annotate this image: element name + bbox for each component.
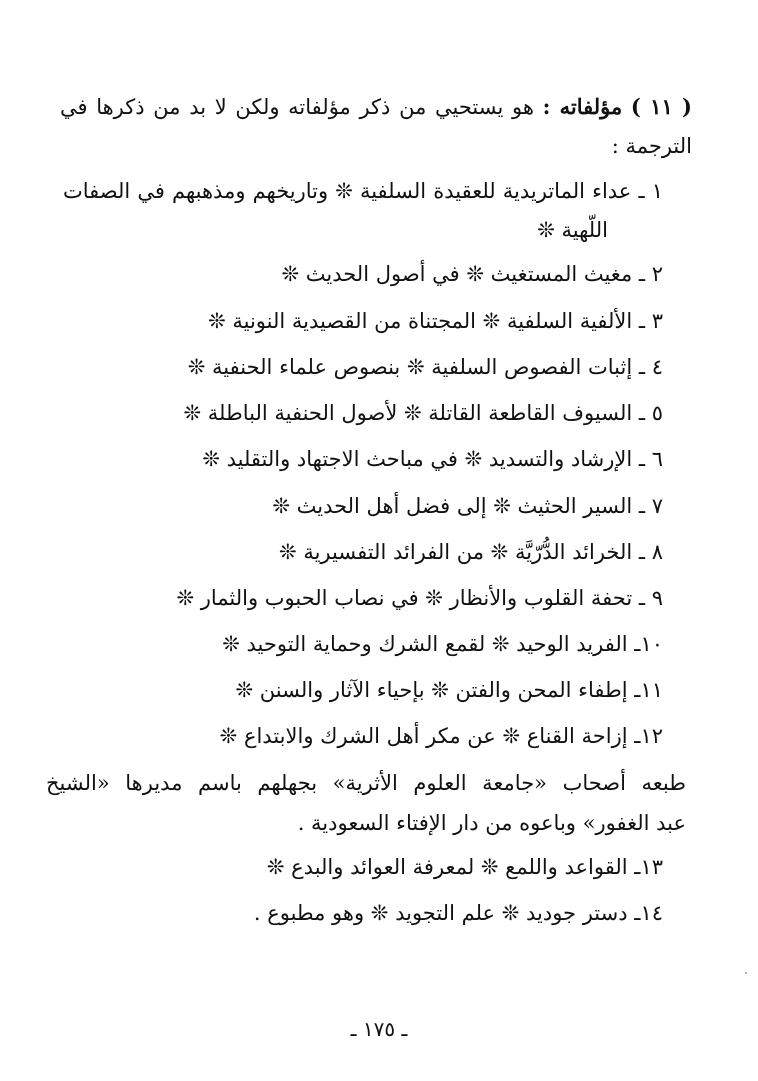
section-number: ( ١١ ) [630,94,692,119]
work-item-9 [63,583,663,613]
work-number: ٢ ـ [638,262,663,286]
work-title: إزاحة القناع ❊ عن مكر أهل الشرك والابتداع ❊ [219,724,628,748]
work-title: الإرشاد والتسديد ❊ في مباحث الاجتهاد والتقليد ❊ [202,447,633,471]
section-intro-continuation: الترجمة : [611,134,692,158]
work-number: ١ ـ [638,179,663,203]
work-title: السير الحثيث ❊ إلى فضل أهل الحديث ❊ [272,494,633,518]
work-title: مغيث المستغيث ❊ في أصول الحديث ❊ [281,262,633,286]
page-number: ـ ١٧٥ ـ [350,1017,408,1041]
work-number: ٣ ـ [638,309,663,333]
work-title: إثبات الفصوص السلفية ❊ بنصوص علماء الحنفية ❊ [187,355,633,379]
work-item-6 [63,444,663,474]
work-item-3 [63,306,663,336]
work-title: القواعد واللمع ❊ لمعرفة العوائد والبدع ❊ [266,855,628,879]
work-title: الفريد الوحيد ❊ لقمع الشرك وحماية التوحيد ❊ [222,632,628,656]
work-number: ١١ـ [634,678,663,702]
work-title: إطفاء المحن والفتن ❊ بإحياء الآثار والسنن ❊ [235,678,628,702]
work-item-4 [63,352,663,382]
work-title: الخرائد الدُّرّيَّة ❊ من الفرائد التفسيرية ❊ [279,540,633,564]
work-title: تحفة القلوب والأنظار ❊ في نصاب الحبوب والثمار ❊ [176,586,633,610]
work-number: ٩ ـ [638,586,663,610]
publication-note-line-1: طبعه أصحاب «جامعة العلوم الأثرية» بجهلهم باسم مديرها «الشيخ [46,771,686,795]
section-intro-text: هو يستحيي من ذكر مؤلفاته ولكن لا بد من ذكرها في [60,95,534,119]
section-label: مؤلفاته : [542,94,623,119]
work-number: ١٠ـ [634,632,663,656]
work-item-1-continuation: اللّهية ❊ [537,218,608,242]
work-number: ٧ ـ [638,494,663,518]
work-number: ٤ ـ [638,355,663,379]
work-item-13 [63,852,663,882]
work-item-14 [63,898,663,928]
work-title: الألفية السلفية ❊ المجتناة من القصيدية النونية ❊ [208,309,633,333]
work-item-1 [63,176,663,206]
work-item-11 [63,675,663,705]
work-title: السيوف القاطعة القاتلة ❊ لأصول الحنفية الباطلة ❊ [183,401,633,425]
work-item-5 [63,398,663,428]
work-title: عداء الماتريدية للعقيدة السلفية ❊ وتاريخهم ومذهبهم في الصفات [63,179,632,203]
work-item-8 [63,537,663,567]
work-number: ١٢ـ [634,724,663,748]
work-number: ٥ ـ [638,401,663,425]
work-number: ١٣ـ [634,855,663,879]
work-item-7 [63,491,663,521]
work-number: ١٤ـ [634,901,663,925]
work-item-2 [63,259,663,289]
publication-note-line-2: عبد الغفور» وباعوه من دار الإفتاء السعودية . [297,811,686,835]
work-number: ٨ ـ [638,540,663,564]
work-item-12 [63,721,663,751]
work-item-10 [63,629,663,659]
scan-speck [745,972,747,974]
work-number: ٦ ـ [638,447,663,471]
work-title: دستر جوديد ❊ علم التجويد ❊ وهو مطبوع . [253,901,628,925]
section-heading-line [60,92,692,122]
